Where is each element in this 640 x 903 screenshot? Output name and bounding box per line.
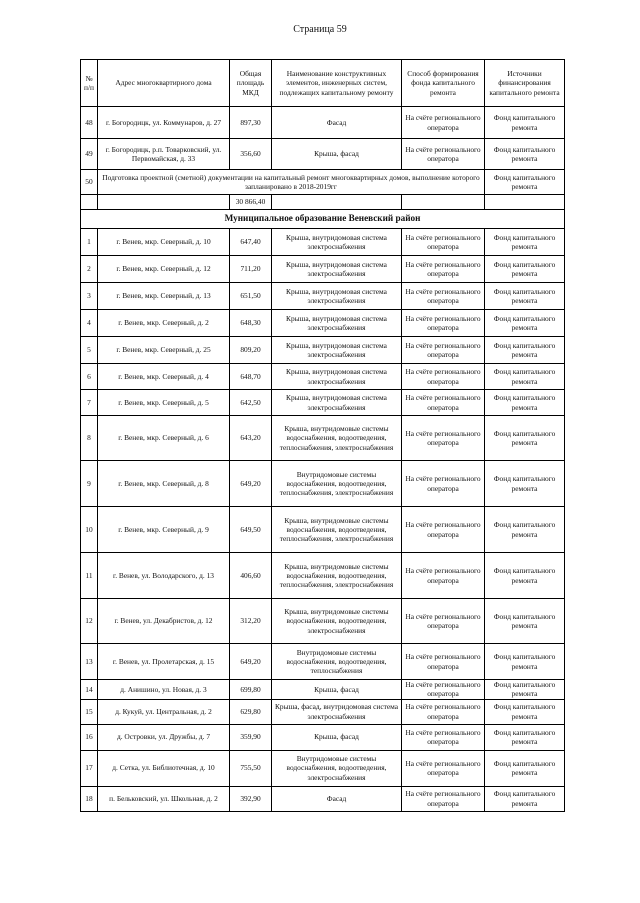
cell-num: 3 bbox=[81, 283, 98, 310]
cell-elements: Крыша, внутридомовая система электроснабжения bbox=[272, 229, 402, 256]
cell-method: На счёте регионального оператора bbox=[402, 699, 485, 724]
cell-elements: Крыша, фасад bbox=[272, 139, 402, 170]
section-row bbox=[81, 210, 565, 229]
cell-method: На счёте регионального оператора bbox=[402, 337, 485, 364]
cell-address: г. Венев, мкр. Северный, д. 2 bbox=[98, 310, 230, 337]
cell-elements: Крыша, внутридомовые системы водоснабжения, водоотведения, теплоснабжения, электроснабжения bbox=[272, 553, 402, 599]
cell-empty bbox=[98, 195, 230, 210]
table-row bbox=[81, 283, 565, 310]
header-method: Способ формирования фонда капитального ремонта bbox=[402, 60, 485, 107]
header-elements: Наименование конструктивных элементов, инженерных систем, подлежащих капитальному ремонту bbox=[272, 60, 402, 107]
cell-address: г. Венев, мкр. Северный, д. 25 bbox=[98, 337, 230, 364]
cell-area: 629,80 bbox=[230, 699, 272, 724]
cell-elements: Крыша, внутридомовая система электроснабжения bbox=[272, 283, 402, 310]
table-row bbox=[81, 599, 565, 644]
cell-address: г. Венев, мкр. Северный, д. 10 bbox=[98, 229, 230, 256]
cell-source: Фонд капитального ремонта bbox=[485, 256, 565, 283]
cell-num: 17 bbox=[81, 750, 98, 786]
cell-elements: Крыша, внутридомовые системы водоснабжения, водоотведения, электроснабжения bbox=[272, 599, 402, 644]
cell-source: Фонд капитального ремонта bbox=[485, 364, 565, 390]
cell-address: д. Островки, ул. Дружбы, д. 7 bbox=[98, 724, 230, 750]
table-row bbox=[81, 750, 565, 786]
cell-elements: Внутридомовые системы водоснабжения, водоотведения, теплоснабжения bbox=[272, 644, 402, 680]
cell-source: Фонд капитального ремонта bbox=[485, 283, 565, 310]
cell-num: 4 bbox=[81, 310, 98, 337]
cell-source: Фонд капитального ремонта bbox=[485, 507, 565, 553]
table-row bbox=[81, 699, 565, 724]
cell-method: На счёте регионального оператора bbox=[402, 750, 485, 786]
cell-area: 642,50 bbox=[230, 390, 272, 416]
cell-method: На счёте регионального оператора bbox=[402, 416, 485, 461]
cell-source: Фонд капитального ремонта bbox=[485, 599, 565, 644]
table-row bbox=[81, 461, 565, 507]
cell-area: 643,20 bbox=[230, 416, 272, 461]
header-area: Общая площадь МКД bbox=[230, 60, 272, 107]
cell-method: На счёте регионального оператора bbox=[402, 461, 485, 507]
cell-address: г. Венев, мкр. Северный, д. 9 bbox=[98, 507, 230, 553]
table-row bbox=[81, 337, 565, 364]
cell-elements: Фасад bbox=[272, 786, 402, 811]
cell-num: 15 bbox=[81, 699, 98, 724]
cell-elements: Фасад bbox=[272, 107, 402, 139]
cell-address: д. Сетка, ул. Библиотечная, д. 10 bbox=[98, 750, 230, 786]
header-num: № п/п bbox=[81, 60, 98, 107]
cell-num: 49 bbox=[81, 139, 98, 170]
cell-num: 9 bbox=[81, 461, 98, 507]
cell-area: 392,90 bbox=[230, 786, 272, 811]
cell-total-area: 30 866,40 bbox=[230, 195, 272, 210]
cell-elements: Крыша, внутридомовая система электроснабжения bbox=[272, 390, 402, 416]
cell-source: Фонд капитального ремонта bbox=[485, 699, 565, 724]
cell-elements: Крыша, фасад bbox=[272, 680, 402, 700]
cell-source: Фонд капитального ремонта bbox=[485, 229, 565, 256]
cell-elements: Крыша, внутридомовые системы водоснабжения, водоотведения, теплоснабжения, электроснабжения bbox=[272, 507, 402, 553]
cell-area: 651,50 bbox=[230, 283, 272, 310]
cell-address: г. Венев, мкр. Северный, д. 4 bbox=[98, 364, 230, 390]
cell-area: 755,50 bbox=[230, 750, 272, 786]
cell-source: Фонд капитального ремонта bbox=[485, 553, 565, 599]
cell-area: 647,40 bbox=[230, 229, 272, 256]
cell-source: Фонд капитального ремонта bbox=[485, 170, 565, 195]
cell-source: Фонд капитального ремонта bbox=[485, 680, 565, 700]
cell-address: г. Венев, мкр. Северный, д. 8 bbox=[98, 461, 230, 507]
table-row bbox=[81, 107, 565, 139]
table-row bbox=[81, 644, 565, 680]
cell-num: 50 bbox=[81, 170, 98, 195]
cell-method: На счёте регионального оператора bbox=[402, 310, 485, 337]
cell-area: 312,20 bbox=[230, 599, 272, 644]
cell-address: г. Венев, мкр. Северный, д. 13 bbox=[98, 283, 230, 310]
cell-method: На счёте регионального оператора bbox=[402, 256, 485, 283]
cell-address: д. Анишино, ул. Новая, д. 3 bbox=[98, 680, 230, 700]
cell-source: Фонд капитального ремонта bbox=[485, 337, 565, 364]
table-row bbox=[81, 786, 565, 811]
cell-num: 16 bbox=[81, 724, 98, 750]
table-row bbox=[81, 310, 565, 337]
page-title: Страница 59 bbox=[293, 24, 347, 35]
table-row bbox=[81, 680, 565, 700]
cell-elements: Внутридомовые системы водоснабжения, водоотведения, электроснабжения bbox=[272, 750, 402, 786]
cell-num: 5 bbox=[81, 337, 98, 364]
cell-method: На счёте регионального оператора bbox=[402, 724, 485, 750]
cell-method: На счёте регионального оператора bbox=[402, 507, 485, 553]
cell-address: г. Венев, ул. Володарского, д. 13 bbox=[98, 553, 230, 599]
table-row bbox=[81, 139, 565, 170]
cell-area: 649,50 bbox=[230, 507, 272, 553]
cell-method: На счёте регионального оператора bbox=[402, 364, 485, 390]
cell-address: д. Кукуй, ул. Центральная, д. 2 bbox=[98, 699, 230, 724]
cell-elements: Крыша, внутридомовая система электроснабжения bbox=[272, 337, 402, 364]
cell-area: 356,60 bbox=[230, 139, 272, 170]
cell-num: 6 bbox=[81, 364, 98, 390]
table-row-documentation bbox=[81, 170, 565, 195]
cell-area: 649,20 bbox=[230, 461, 272, 507]
cell-num: 7 bbox=[81, 390, 98, 416]
cell-method: На счёте регионального оператора bbox=[402, 553, 485, 599]
cell-num: 14 bbox=[81, 680, 98, 700]
cell-empty bbox=[402, 195, 485, 210]
cell-num: 1 bbox=[81, 229, 98, 256]
cell-source: Фонд капитального ремонта bbox=[485, 390, 565, 416]
cell-elements: Крыша, внутридомовая система электроснабжения bbox=[272, 256, 402, 283]
cell-source: Фонд капитального ремонта bbox=[485, 107, 565, 139]
cell-method: На счёте регионального оператора bbox=[402, 390, 485, 416]
cell-elements: Крыша, внутридомовая система электроснабжения bbox=[272, 364, 402, 390]
cell-method: На счёте регионального оператора bbox=[402, 786, 485, 811]
cell-elements: Крыша, фасад bbox=[272, 724, 402, 750]
repair-program-table bbox=[80, 59, 565, 812]
header-address: Адрес многоквартирного дома bbox=[98, 60, 230, 107]
cell-num: 48 bbox=[81, 107, 98, 139]
cell-source: Фонд капитального ремонта bbox=[485, 724, 565, 750]
table-row bbox=[81, 390, 565, 416]
table-row bbox=[81, 364, 565, 390]
cell-num: 13 bbox=[81, 644, 98, 680]
cell-empty bbox=[272, 195, 402, 210]
cell-method: На счёте регионального оператора bbox=[402, 139, 485, 170]
cell-area: 648,30 bbox=[230, 310, 272, 337]
table-row bbox=[81, 229, 565, 256]
cell-address: г. Венев, ул. Пролетарская, д. 15 bbox=[98, 644, 230, 680]
cell-num: 18 bbox=[81, 786, 98, 811]
cell-method: На счёте регионального оператора bbox=[402, 229, 485, 256]
table-row-total bbox=[81, 195, 565, 210]
cell-method: На счёте регионального оператора bbox=[402, 680, 485, 700]
cell-address: г. Богородицк, р.п. Товарковский, ул. Первомайская, д. 33 bbox=[98, 139, 230, 170]
cell-area: 699,80 bbox=[230, 680, 272, 700]
cell-elements: Крыша, внутридомовая система электроснабжения bbox=[272, 310, 402, 337]
cell-documentation-text: Подготовка проектной (сметной) документации на капитальный ремонт многоквартирных домов, выполнение которого запланировано в 2018-2019гг bbox=[98, 170, 485, 195]
table-row bbox=[81, 724, 565, 750]
table-header-row bbox=[81, 60, 565, 107]
cell-area: 809,20 bbox=[230, 337, 272, 364]
cell-area: 648,70 bbox=[230, 364, 272, 390]
cell-area: 711,20 bbox=[230, 256, 272, 283]
cell-address: г. Богородицк, ул. Коммунаров, д. 27 bbox=[98, 107, 230, 139]
cell-address: г. Венев, мкр. Северный, д. 12 bbox=[98, 256, 230, 283]
cell-num: 8 bbox=[81, 416, 98, 461]
header-source: Источники финансирования капитального ремонта bbox=[485, 60, 565, 107]
cell-num: 12 bbox=[81, 599, 98, 644]
cell-method: На счёте регионального оператора bbox=[402, 599, 485, 644]
cell-num: 2 bbox=[81, 256, 98, 283]
cell-source: Фонд капитального ремонта bbox=[485, 461, 565, 507]
cell-elements: Крыша, внутридомовые системы водоснабжения, водоотведения, теплоснабжения, электроснабжения bbox=[272, 416, 402, 461]
table-row bbox=[81, 416, 565, 461]
cell-elements: Крыша, фасад, внутридомовая система электроснабжения bbox=[272, 699, 402, 724]
cell-source: Фонд капитального ремонта bbox=[485, 750, 565, 786]
cell-source: Фонд капитального ремонта bbox=[485, 416, 565, 461]
cell-address: г. Венев, мкр. Северный, д. 6 bbox=[98, 416, 230, 461]
table-row bbox=[81, 507, 565, 553]
cell-area: 649,20 bbox=[230, 644, 272, 680]
cell-address: г. Венев, ул. Декабристов, д. 12 bbox=[98, 599, 230, 644]
cell-empty bbox=[485, 195, 565, 210]
cell-area: 359,90 bbox=[230, 724, 272, 750]
section-title: Муниципальное образование Веневский район bbox=[81, 210, 565, 229]
cell-method: На счёте регионального оператора bbox=[402, 644, 485, 680]
cell-method: На счёте регионального оператора bbox=[402, 283, 485, 310]
cell-elements: Внутридомовые системы водоснабжения, водоотведения, теплоснабжения, электроснабжения bbox=[272, 461, 402, 507]
cell-source: Фонд капитального ремонта bbox=[485, 644, 565, 680]
cell-source: Фонд капитального ремонта bbox=[485, 139, 565, 170]
table-row bbox=[81, 553, 565, 599]
cell-empty bbox=[81, 195, 98, 210]
cell-area: 406,60 bbox=[230, 553, 272, 599]
cell-area: 897,30 bbox=[230, 107, 272, 139]
cell-address: г. Венев, мкр. Северный, д. 5 bbox=[98, 390, 230, 416]
cell-address: п. Бельковский, ул. Школьная, д. 2 bbox=[98, 786, 230, 811]
cell-num: 10 bbox=[81, 507, 98, 553]
cell-num: 11 bbox=[81, 553, 98, 599]
table-row bbox=[81, 256, 565, 283]
cell-method: На счёте регионального оператора bbox=[402, 107, 485, 139]
cell-source: Фонд капитального ремонта bbox=[485, 310, 565, 337]
cell-source: Фонд капитального ремонта bbox=[485, 786, 565, 811]
